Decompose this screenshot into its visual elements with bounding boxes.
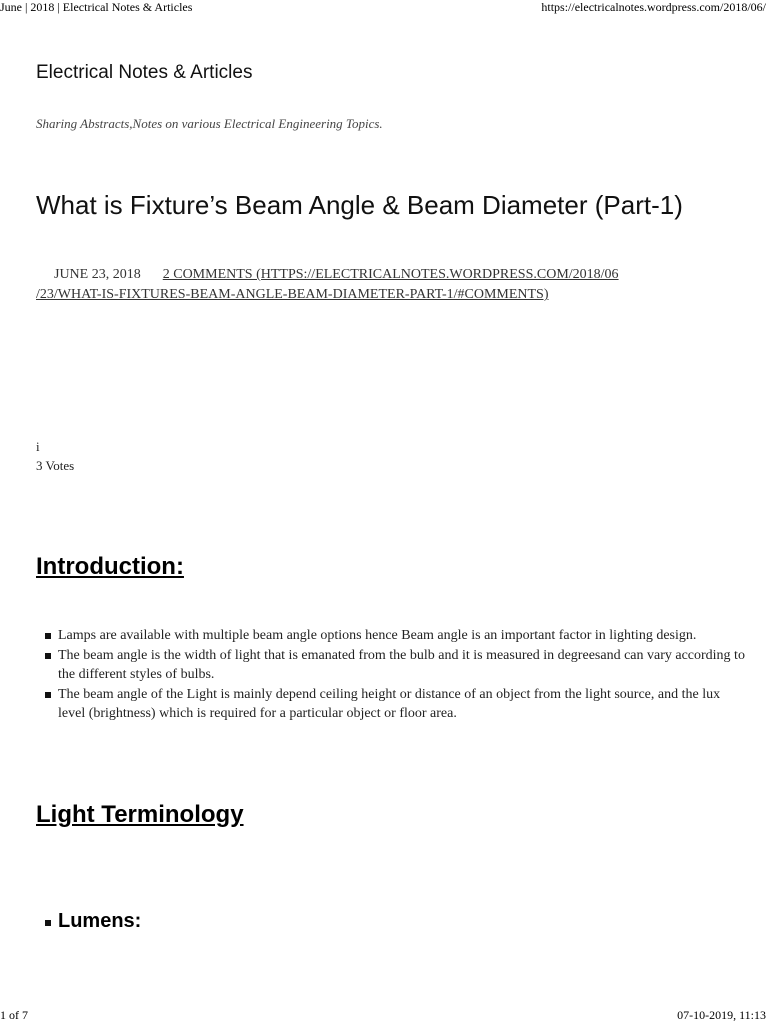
rating-votes: 3 Votes	[36, 458, 75, 473]
list-item	[36, 646, 746, 685]
comments-link-line1[interactable]: 2 COMMENTS (HTTPS://ELECTRICALNOTES.WORDPRESS.COM/2018/06	[162, 267, 619, 282]
comments-link-line2[interactable]: /23/WHAT-IS-FIXTURES-BEAM-ANGLE-BEAM-DIAMETER-PART-1/#COMMENTS)	[36, 287, 549, 302]
list-item-text: The beam angle of the Light is mainly depend ceiling height or distance of an object from the light source, and the lux level (brightness) which is required for a particular object or floor area.	[58, 686, 721, 721]
print-header-url: https://electricalnotes.wordpress.com/2018/06/	[541, 0, 766, 14]
site-title[interactable]: Electrical Notes & Articles	[36, 62, 253, 83]
bullet-square-icon	[45, 633, 51, 639]
introduction-list	[36, 626, 746, 724]
site-tagline: Sharing Abstracts,Notes on various Electrical Engineering Topics.	[36, 116, 383, 131]
bullet-square-icon	[45, 653, 51, 659]
list-item-text: Lamps are available with multiple beam angle options hence Beam angle is an important factor in lighting design.	[58, 628, 697, 643]
post-meta	[36, 265, 736, 305]
light-terminology-heading: Light Terminology	[36, 801, 244, 828]
bullet-square-icon	[45, 692, 51, 698]
lumens-heading-text: Lumens:	[58, 910, 142, 932]
list-item	[36, 626, 746, 646]
print-header-page-title: June | 2018 | Electrical Notes & Articles	[0, 0, 193, 14]
post-date: JUNE 23, 2018	[54, 267, 141, 282]
post-title[interactable]: What is Fixture’s Beam Angle & Beam Diameter (Part-1)	[36, 190, 683, 220]
bullet-square-icon	[45, 920, 51, 926]
rating-info-icon[interactable]: i	[36, 439, 40, 454]
introduction-heading: Introduction:	[36, 553, 184, 580]
list-item	[36, 685, 746, 724]
print-footer-page-count: 1 of 7	[0, 1008, 28, 1022]
print-footer	[0, 1008, 768, 1024]
list-item-text: The beam angle is the width of light that is emanated from the bulb and it is measured in degreesand can vary according to the different styles of bulbs.	[58, 647, 745, 682]
print-header	[0, 0, 768, 16]
rating-widget	[36, 437, 74, 475]
lumens-heading	[36, 910, 141, 933]
print-footer-timestamp: 07-10-2019, 11:13	[677, 1008, 766, 1022]
